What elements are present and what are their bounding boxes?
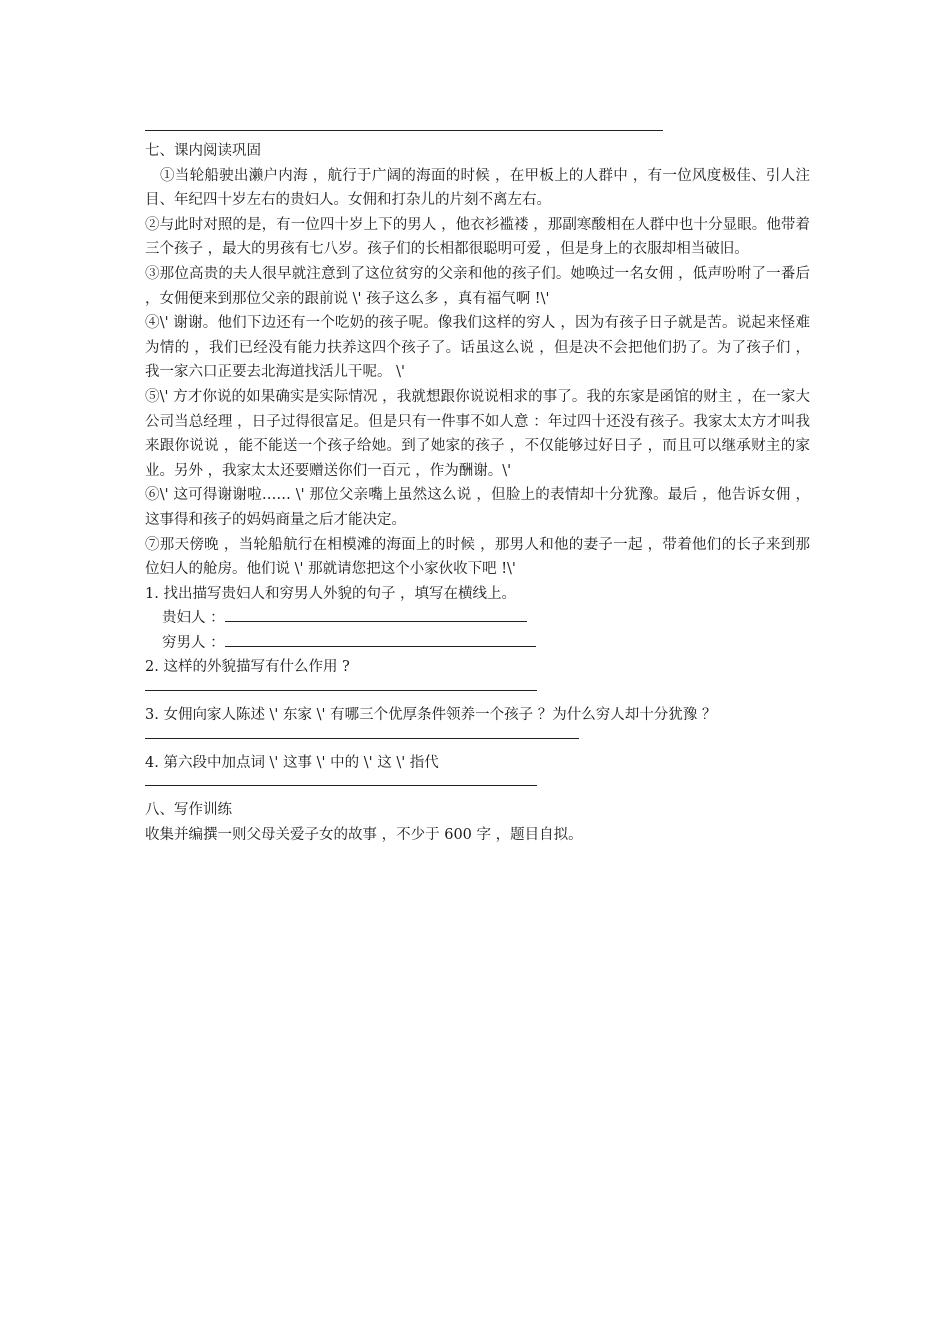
top-answer-line bbox=[145, 130, 663, 131]
section-7-heading: 七、课内阅读巩固 bbox=[145, 143, 261, 159]
reading-paragraph-4: ④\' 谢谢。他们下边还有一个吃奶的孩子呢。像我们这样的穷人 ，因为有孩子日子就是苦。说起来怪难为情的 ，我们已经没有能力扶养这四个孩子了。话虽这么说 ，但是决不会把他们扔了。为了孩子们 ，我一家六口正要去北海道找活儿干呢。 \' bbox=[145, 315, 810, 381]
question-3: 3. 女佣向家人陈述 \' 东家 \' 有哪三个优厚条件领养一个孩子 ？为什么穷人却十分犹豫 ？ bbox=[145, 707, 717, 724]
reading-paragraph-2: ②与此时对照的是，有一位四十岁上下的男人 ，他衣衫褴褛 ，那副寒酸相在人群中也十分显眼。他带着三个孩子 ，最大的男孩有七八岁。孩子们的长相都很聪明可爱 ，但是身上的衣服却相当破旧。 bbox=[145, 216, 810, 258]
answer-line-q4[interactable] bbox=[145, 785, 537, 786]
reading-paragraph-1: ①当轮船驶出濑户内海 ，航行于广阔的海面的时候 ，在甲板上的人群中 ，有一位风度极佳、引人注目、年纪四十岁左右的贵妇人。女佣和打杂儿的片刻不离左右。 bbox=[145, 167, 810, 209]
writing-prompt: 收集并编撰一则父母关爱子女的故事 ，不少于 600 字 ，题目自拟。 bbox=[145, 826, 583, 843]
question-1-row-a bbox=[145, 606, 810, 631]
reading-paragraph-5: ⑤\' 方才你说的如果确实是实际情况 ，我就想跟你说说相求的事了。我的东家是函馆的财主 ，在一家大公司当总经理 ，日子过得很富足。但是只有一件事不如人意 ：年过四十还没有孩子。我家太太方才叫我来跟你说说 ，能不能送一个孩子给她。到了她家的孩子 ，不仅能够过好日子 ，而且可以继承财主的家业。另外 ，我家太太还要赠送你们一百元 ，作为酬谢。\' bbox=[145, 388, 810, 479]
answer-blank-a[interactable] bbox=[225, 606, 527, 622]
answer-blank-b[interactable] bbox=[225, 631, 536, 647]
answer-line-q2[interactable] bbox=[145, 690, 537, 691]
question-1-row-b bbox=[145, 631, 810, 656]
reading-paragraph-6: ⑥\' 这可得谢谢啦…… \' 那位父亲嘴上虽然这么说 ，但脸上的表情却十分犹豫。最后 ，他告诉女佣 ，这事得和孩子的妈妈商量之后才能决定。 bbox=[145, 487, 810, 528]
reading-paragraph-7: ⑦那天傍晚 ，当轮船航行在相模滩的海面上的时候 ，那男人和他的妻子一起 ，带着他们的长子来到那位妇人的舱房。他们说 \' 那就请您把这个小家伙收下吧 !\' bbox=[145, 536, 810, 578]
document-body bbox=[145, 130, 810, 847]
answer-line-q3[interactable] bbox=[145, 738, 579, 739]
question-2: 2. 这样的外貌描写有什么作用 ? bbox=[145, 659, 350, 676]
question-1: 1. 找出描写贵妇人和穷男人外貌的句子 ，填写在横线上。 bbox=[145, 585, 517, 602]
question-1-label-a: 贵妇人 ： bbox=[162, 610, 225, 627]
section-8-heading: 八、写作训练 bbox=[145, 802, 232, 819]
question-4: 4. 第六段中加点词 \' 这事 \' 中的 \' 这 \' 指代 bbox=[145, 754, 439, 771]
reading-paragraph-3: ③那位高贵的夫人很早就注意到了这位贫穷的父亲和他的孩子们。她唤过一名女佣 ，低声吩咐了一番后 ，女佣便来到那位父亲的跟前说 \' 孩子这么多 ，真有福气啊 !\' bbox=[145, 265, 810, 307]
question-1-label-b: 穷男人 ： bbox=[162, 634, 225, 651]
